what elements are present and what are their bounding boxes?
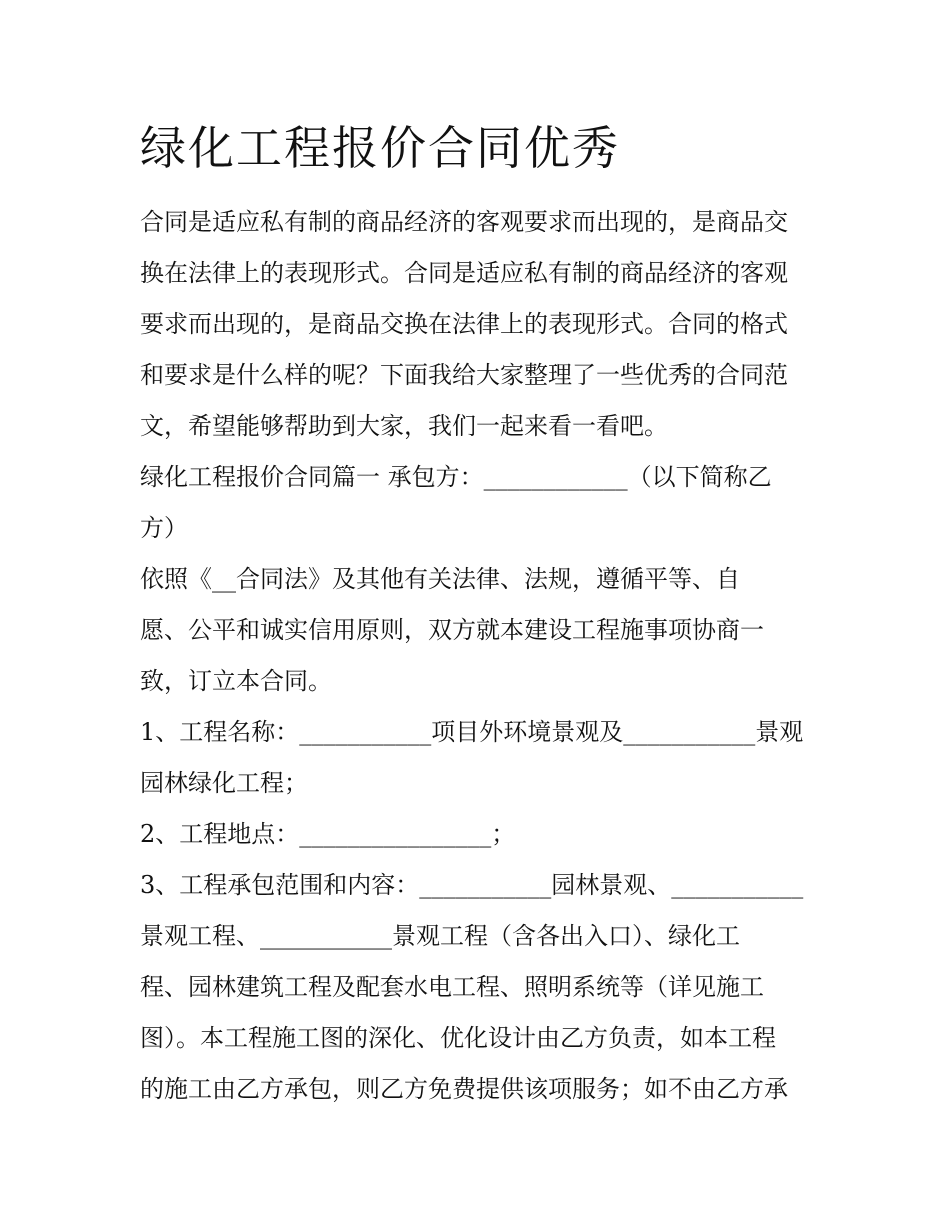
body-line: 的施工由乙方承包，则乙方免费提供该项服务；如不由乙方承: [140, 1075, 788, 1103]
body-line: 依照《__合同法》及其他有关法律、法规，遵循平等、自: [140, 565, 740, 593]
body-line: 1、工程名称：___________项目外环境景观及___________景观: [140, 718, 804, 746]
document-title: 绿化工程报价合同优秀: [140, 121, 620, 175]
body-line: 图）。本工程施工图的深化、优化设计由乙方负责，如本工程: [140, 1024, 776, 1052]
body-line: 要求而出现的，是商品交换在法律上的表现形式。合同的格式: [140, 310, 788, 338]
body-line: 愿、公平和诚实信用原则，双方就本建设工程施事项协商一: [140, 616, 764, 644]
body-line: 和要求是什么样的呢？下面我给大家整理了一些优秀的合同范: [140, 361, 788, 389]
body-line: 程、园林建筑工程及配套水电工程、照明系统等（详见施工: [140, 973, 764, 1001]
body-line: 致，订立本合同。: [140, 667, 332, 695]
body-line: 方）: [140, 514, 188, 542]
body-line: 景观工程、___________景观工程（含各出入口）、绿化工: [140, 922, 740, 950]
body-line: 绿化工程报价合同篇一 承包方：____________（以下简称乙: [140, 463, 772, 491]
body-line: 换在法律上的表现形式。合同是适应私有制的商品经济的客观: [140, 259, 788, 287]
body-line: 2、工程地点：________________；: [140, 820, 516, 848]
body-line: 3、工程承包范围和内容：___________园林景观、___________: [140, 871, 804, 899]
body-line: 合同是适应私有制的商品经济的客观要求而出现的，是商品交: [140, 208, 788, 236]
body-line: 园林绿化工程；: [140, 769, 308, 797]
body-line: 文，希望能够帮助到大家，我们一起来看一看吧。: [140, 412, 668, 440]
